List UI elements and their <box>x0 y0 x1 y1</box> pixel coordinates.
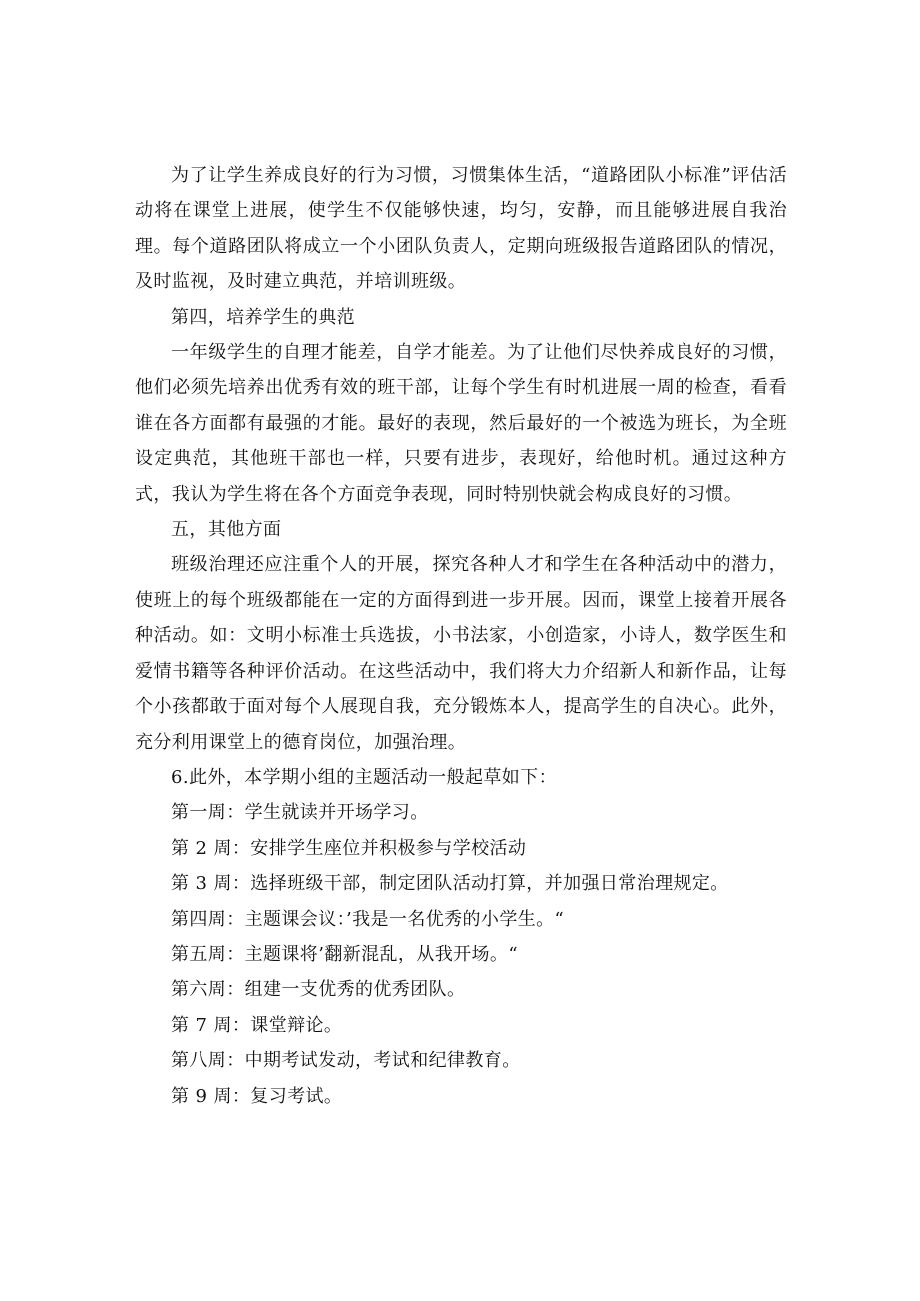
intro-theme-activities: 6.此外，本学期小组的主题活动一般起草如下： <box>171 766 557 788</box>
week-item: 第八周：中期考试发动，考试和纪律教育。 <box>171 1050 521 1072</box>
week-item: 第一周：学生就读并开场学习。 <box>171 802 429 824</box>
heading-fifth-other-aspects: 五，其他方面 <box>171 519 282 541</box>
paragraph-individual-development: 班级治理还应注重个人的开展，探究各种人才和学生在各种活动中的潜力，使班上的每个班级都能在一定的方面得到进一步开展。因而，课堂上接着开展各种活动。如：文明小标准士兵选拔，小书法家，小创造家，小诗人，数学医生和爱情书籍等各种评价活动。在这些活动中，我们将大力介绍新人和新作品，让每个小孩都敢于面对每个人展现自我，充分锻炼本人，提高学生的自决心。此外，充分利用课堂上的德育岗位，加强治理。 <box>135 554 787 753</box>
week-item: 第 9 周：复习考试。 <box>171 1085 343 1107</box>
paragraph-class-cadres: 一年级学生的自理才能差，自学才能差。为了让他们尽快养成良好的习惯，他们必须先培养出优秀有效的班干部，让每个学生有时机进展一周的检查，看看谁在各方面都有最强的才能。最好的表现，然后最好的一个被选为班长，为全班设定典范，其他班干部也一样，只要有进步，表现好，给他时机。通过这种方式，我认为学生将在各个方面竞争表现，同时特别快就会构成良好的习惯。 <box>135 342 787 505</box>
week-item: 第 2 周：安排学生座位并积极参与学校活动 <box>171 837 527 859</box>
week-item: 第 7 周：课堂辩论。 <box>171 1014 343 1036</box>
weekly-schedule-list <box>135 795 787 1114</box>
document-page <box>135 158 787 1114</box>
week-item: 第五周：主题课将’翻新混乱，从我开场。“ <box>171 943 518 965</box>
week-item: 第四周：主题课会议：’我是一名优秀的小学生。“ <box>171 908 565 930</box>
heading-fourth-role-models: 第四，培养学生的典范 <box>171 306 355 328</box>
week-item: 第六周：组建一支优秀的优秀团队。 <box>171 979 466 1001</box>
paragraph-road-team: 为了让学生养成良好的行为习惯，习惯集体生活，“道路团队小标准”评估活动将在课堂上进展，使学生不仅能够快速，均匀，安静，而且能够进展自我治理。每个道路团队将成立一个小团队负责人，定期向班级报告道路团队的情况，及时监视，及时建立典范，并培训班级。 <box>135 165 787 293</box>
week-item: 第 3 周：选择班级干部，制定团队活动打算，并加强日常治理规定。 <box>171 873 729 895</box>
